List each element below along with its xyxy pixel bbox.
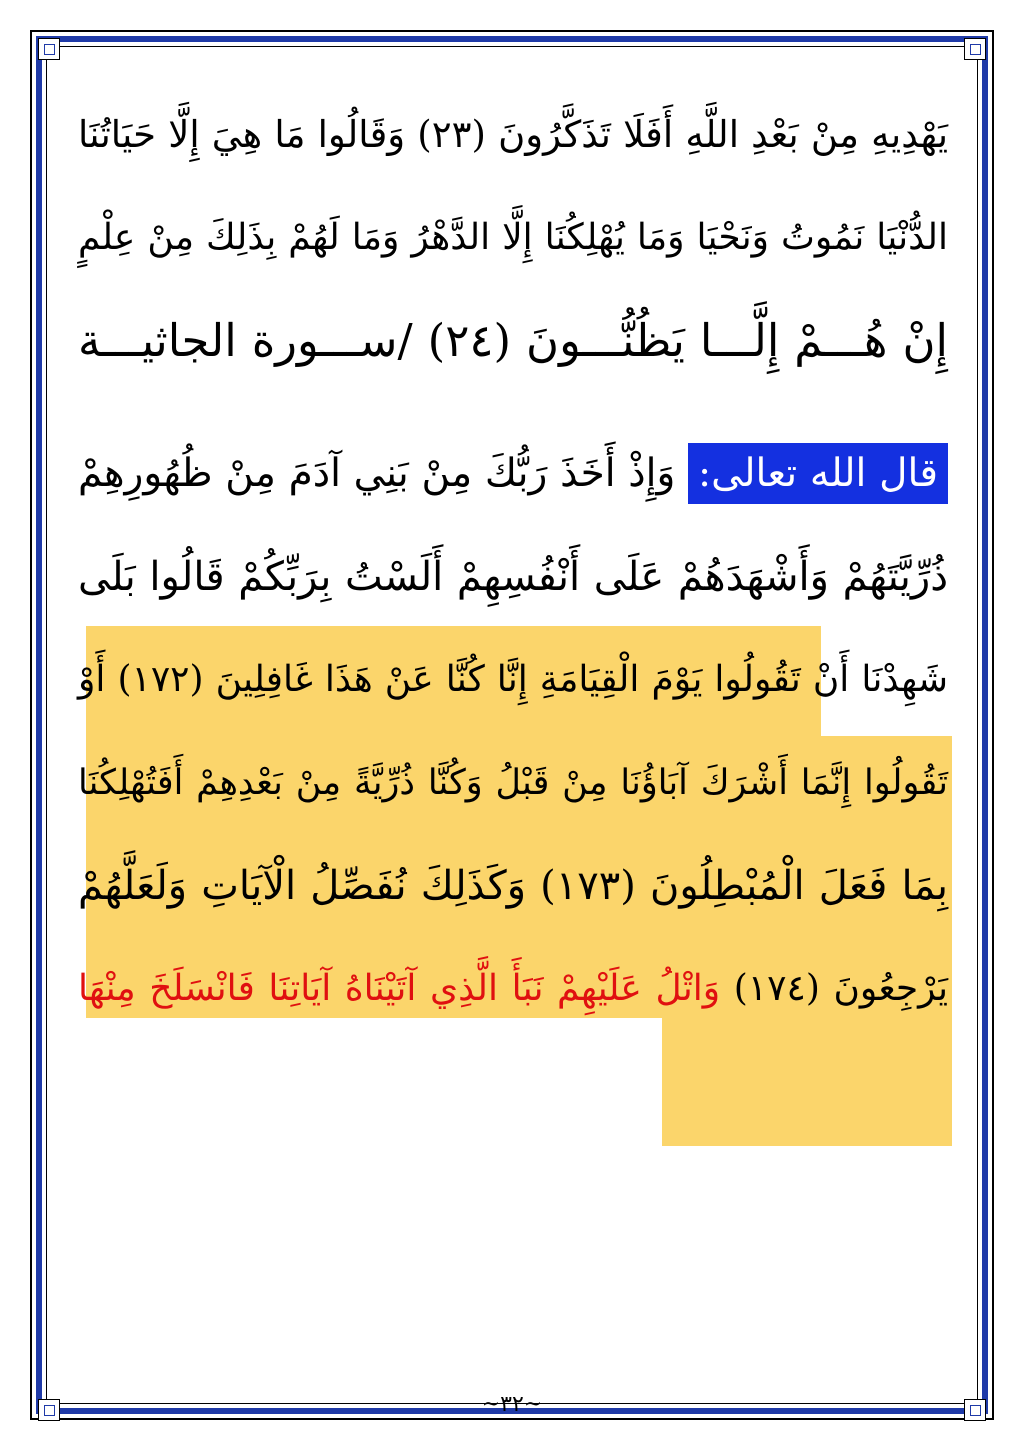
verse-text: وَكَذَلِكَ نُفَصِّلُ الْآيَاتِ وَلَعَلَّهُمْ <box>78 863 527 909</box>
verse-text: يَرْجِعُونَ (١٧٤) <box>733 968 948 1009</box>
verse-text: إِنْ هُـــمْ إِلَّـــا يَظُنُّـــونَ (٢٤) /ســـورة الجاثيـــة <box>78 314 949 367</box>
corner-ornament-icon <box>964 38 986 60</box>
text-line-3 <box>78 296 948 399</box>
verse-text: الدُّنْيَا نَمُوتُ وَنَحْيَا وَمَا يُهْلِكُنَا إِلَّا الدَّهْرُ وَمَا لَهُمْ بِذَلِكَ مِنْ عِلْمٍ <box>78 217 948 258</box>
text-line-6 <box>78 635 948 738</box>
text-line-4 <box>78 429 948 532</box>
text-line-7 <box>78 738 948 841</box>
text-line-8 <box>78 841 948 944</box>
verse-text: بِمَا فَعَلَ الْمُبْطِلُونَ (١٧٣) <box>540 863 949 909</box>
verse-text: يَهْدِيهِ مِنْ بَعْدِ اللَّهِ أَفَلَا تَذَكَّرُونَ (٢٣) وَقَالُوا مَا هِيَ إِلَّا حَيَاتُنَا <box>78 113 949 156</box>
text-line-2 <box>78 193 948 296</box>
text-line-9 <box>78 944 948 1047</box>
verse-text-red: وَاتْلُ عَلَيْهِمْ نَبَأَ الَّذِي آتَيْنَاهُ آيَاتِنَا فَانْسَلَخَ مِنْهَا <box>78 968 721 1009</box>
intro-label: قال الله تعالى: <box>688 443 948 504</box>
verse-text: وَإِذْ أَخَذَ رَبُّكَ مِنْ بَنِي آدَمَ مِنْ ظُهُورِهِمْ <box>78 451 676 496</box>
verse-text: ذُرِّيَّتَهُمْ <box>842 554 948 600</box>
verse-text: تَقُولُوا إِنَّمَا أَشْرَكَ آبَاؤُنَا مِنْ قَبْلُ وَكُنَّا ذُرِّيَّةً مِنْ بَعْدِهِمْ أَفَتُهْلِكُنَا <box>78 763 948 803</box>
corner-ornament-icon <box>38 38 60 60</box>
verse-text: وَأَشْهَدَهُمْ عَلَى أَنْفُسِهِمْ أَلَسْتُ بِرَبِّكُمْ قَالُوا بَلَى <box>78 554 829 600</box>
verse-text: شَهِدْنَا أَنْ تَقُولُوا يَوْمَ الْقِيَامَةِ إِنَّا كُنَّا عَنْ هَذَا غَافِلِينَ (١٧٢) أَوْ <box>78 659 949 700</box>
text-line-1 <box>78 90 948 193</box>
text-line-5 <box>78 532 948 635</box>
page-number: ~٣٢~ <box>481 1392 543 1417</box>
page-content <box>78 90 948 1047</box>
